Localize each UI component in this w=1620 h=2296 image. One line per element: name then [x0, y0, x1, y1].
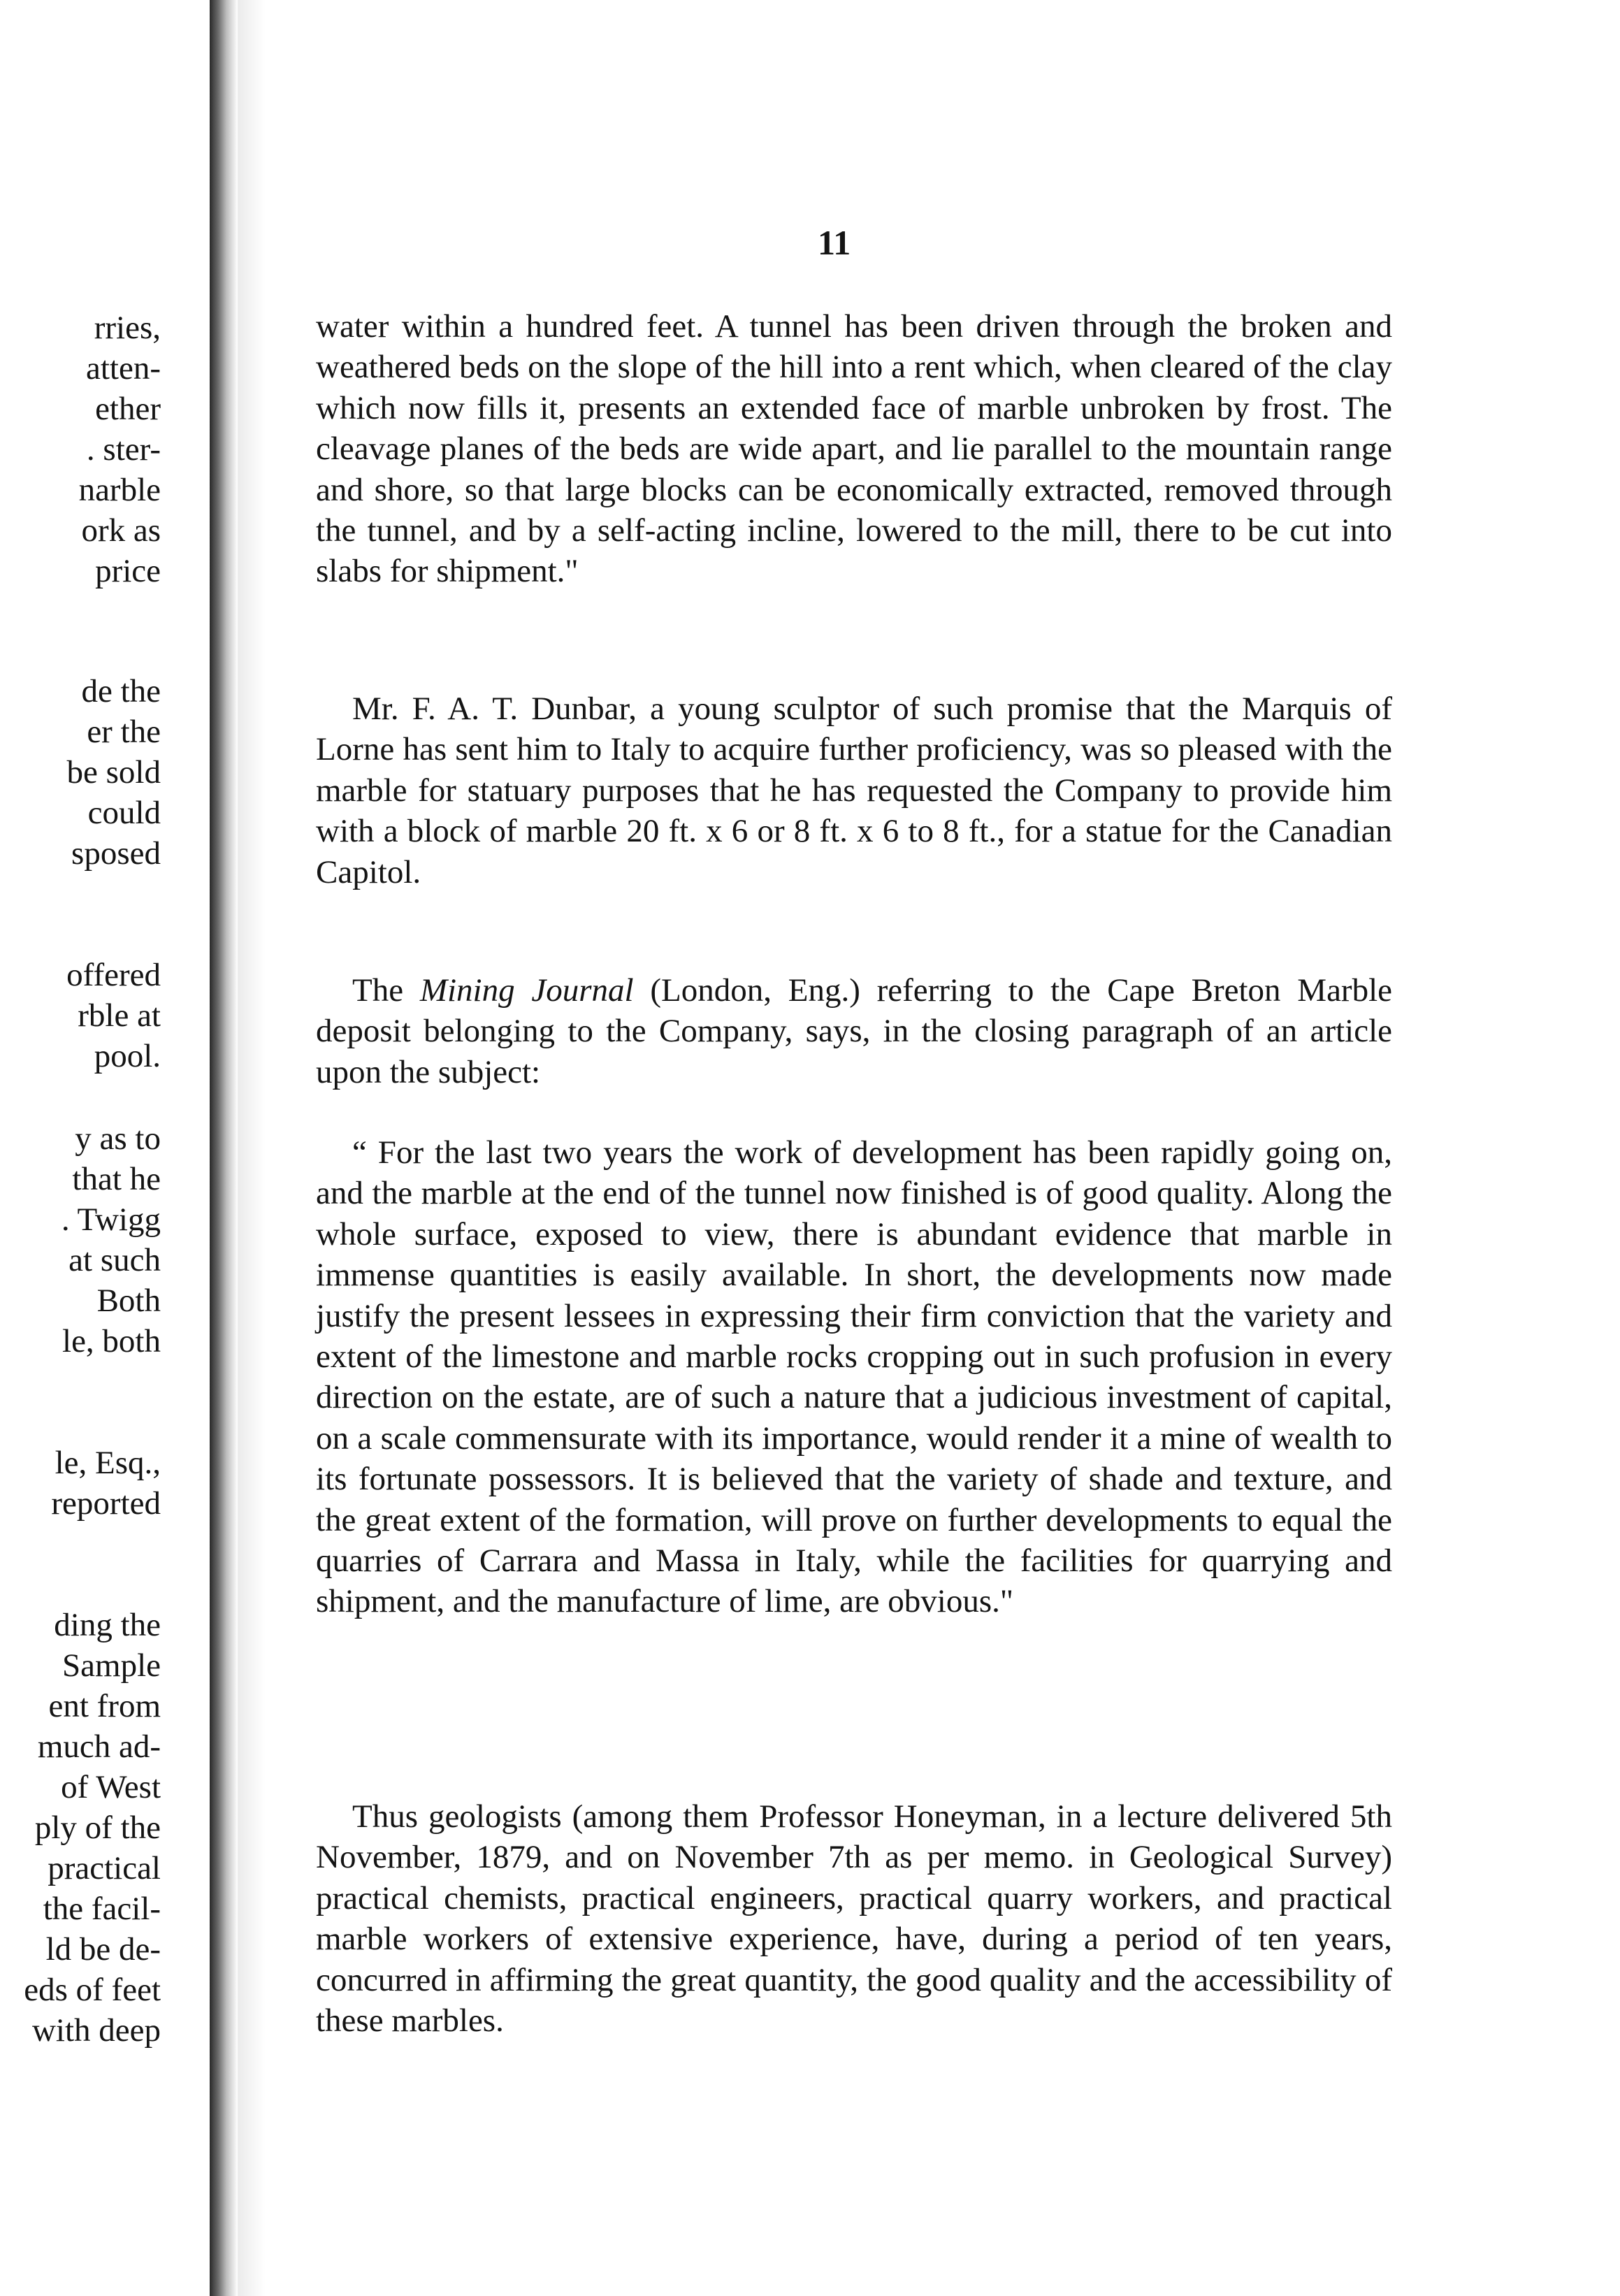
paragraph-mining-journal-intro	[316, 970, 1392, 1092]
left-page-line: ding the	[54, 1607, 161, 1643]
left-page-line: Sample	[62, 1647, 161, 1684]
left-page-line: with deep	[31, 2012, 161, 2049]
paragraph-text: Mr. F. A. T. Dunbar, a young sculptor of such promise that the Marquis of Lorne has sent him to Italy to acquire further proficiency, was so pleased with the marble for statuary purposes that he has requested the Company to provide him with a block of marble 20 ft. x 6 or 8 ft. x 6 to 8 ft., for a statue for the Canadian Capitol.	[316, 691, 1392, 890]
left-page-line: at such	[68, 1242, 161, 1278]
left-page-line: atten-	[86, 350, 161, 387]
paragraph-text: Thus geologists (among them Professor Honeyman, in a lecture delivered 5th November, 1879, and on November 7th as per memo. in Geological Survey) practical chemists, practical engineers, practical quarry workers, and practical marble workers of extensive experience, have, during a period of ten years, concurred in affirming the great quantity, the good quality and the accessibility of these marbles.	[316, 1798, 1392, 2039]
left-page-line: rble at	[78, 997, 161, 1034]
paragraph-quote-continuation	[316, 306, 1392, 592]
left-page-line: practical	[48, 1850, 161, 1886]
paragraph-text: water within a hundred feet. A tunnel has been driven through the broken and weathered beds on the slope of the hill into a rent which, when cleared of the clay which now fills it, presents an extended face of marble unbroken by frost. The cleavage planes of the beds are wide apart, and lie parallel to the mountain range and shore, so that large blocks can be economically extracted, removed through the tunnel, and by a self-acting incline, lowered to the mill, there to be cut into slabs for shipment."	[316, 308, 1392, 590]
left-page-line: sposed	[71, 835, 161, 872]
paragraph-text	[316, 970, 1392, 1092]
paragraph-journal-quote	[316, 1132, 1392, 1622]
left-page-line: le, Esq.,	[55, 1445, 161, 1481]
paragraph-text-end: (London, Eng.) referring to the Cape Breton Marble deposit belonging to the Company, says, in the closing paragraph of an article upon the subject:	[316, 972, 1393, 1090]
left-page-line: ork as	[81, 512, 161, 549]
left-page-line: of West	[61, 1769, 161, 1805]
left-page-line: le, both	[62, 1323, 161, 1359]
left-page-line: rries,	[94, 310, 161, 346]
left-page-line: pool.	[94, 1038, 161, 1074]
left-page-line: Both	[96, 1283, 161, 1319]
left-page-line: could	[87, 795, 161, 831]
left-page-line: . ster-	[86, 431, 161, 468]
paragraph-conclusion	[316, 1796, 1392, 2041]
book-gutter	[210, 0, 238, 2296]
left-page-line: y as to	[75, 1120, 161, 1157]
left-page-line: be sold	[66, 754, 161, 790]
left-page-line: much ad-	[37, 1728, 161, 1765]
journal-title: Mining Journal	[419, 972, 634, 1009]
left-page-line: ent from	[48, 1688, 161, 1724]
left-page-line: eds of feet	[24, 1972, 161, 2008]
left-page-line: de the	[81, 673, 161, 709]
paragraph-text: “ For the last two years the work of development has been rapidly going on, and the marble at the end of the tunnel now finished is of good quality. Along the whole surface, exposed to view, there is abundant evidence that marble in immense quantities is easily available. In short, the developments now made justify the present lessees in expressing their firm conviction that the variety and extent of the limestone and marble rocks cropping out in such profusion in every direction on the estate, are of such a nature that a judicious investment of capital, on a scale commensurate with its importance, would render it a mine of wealth to its fortunate possessors. It is believed that the variety of shade and texture, and the great extent of the formation, will prove on further developments to equal the quarries of Carrara and Massa in Italy, while the facilities for quarrying and shipment, and the manufacture of lime, are obvious."	[316, 1134, 1392, 1620]
page-number: 11	[818, 223, 851, 262]
left-page-line: . Twigg	[61, 1201, 161, 1238]
left-page-line: ply of the	[34, 1810, 161, 1846]
left-page-line: price	[95, 553, 161, 589]
left-page-line: offered	[66, 957, 161, 993]
paragraph-text-start: The	[352, 972, 420, 1009]
left-page-line: that he	[72, 1161, 161, 1197]
gutter-shadow	[238, 0, 266, 2296]
left-page-line: the facil-	[43, 1891, 161, 1927]
left-page-line: er the	[87, 714, 161, 750]
left-page-line: narble	[78, 472, 161, 508]
left-page-line: ether	[95, 391, 161, 427]
left-page-fragment	[0, 0, 189, 2296]
left-page-line: ld be de-	[45, 1931, 161, 1968]
left-page-line: reported	[51, 1485, 161, 1522]
paragraph-dunbar	[316, 688, 1392, 893]
